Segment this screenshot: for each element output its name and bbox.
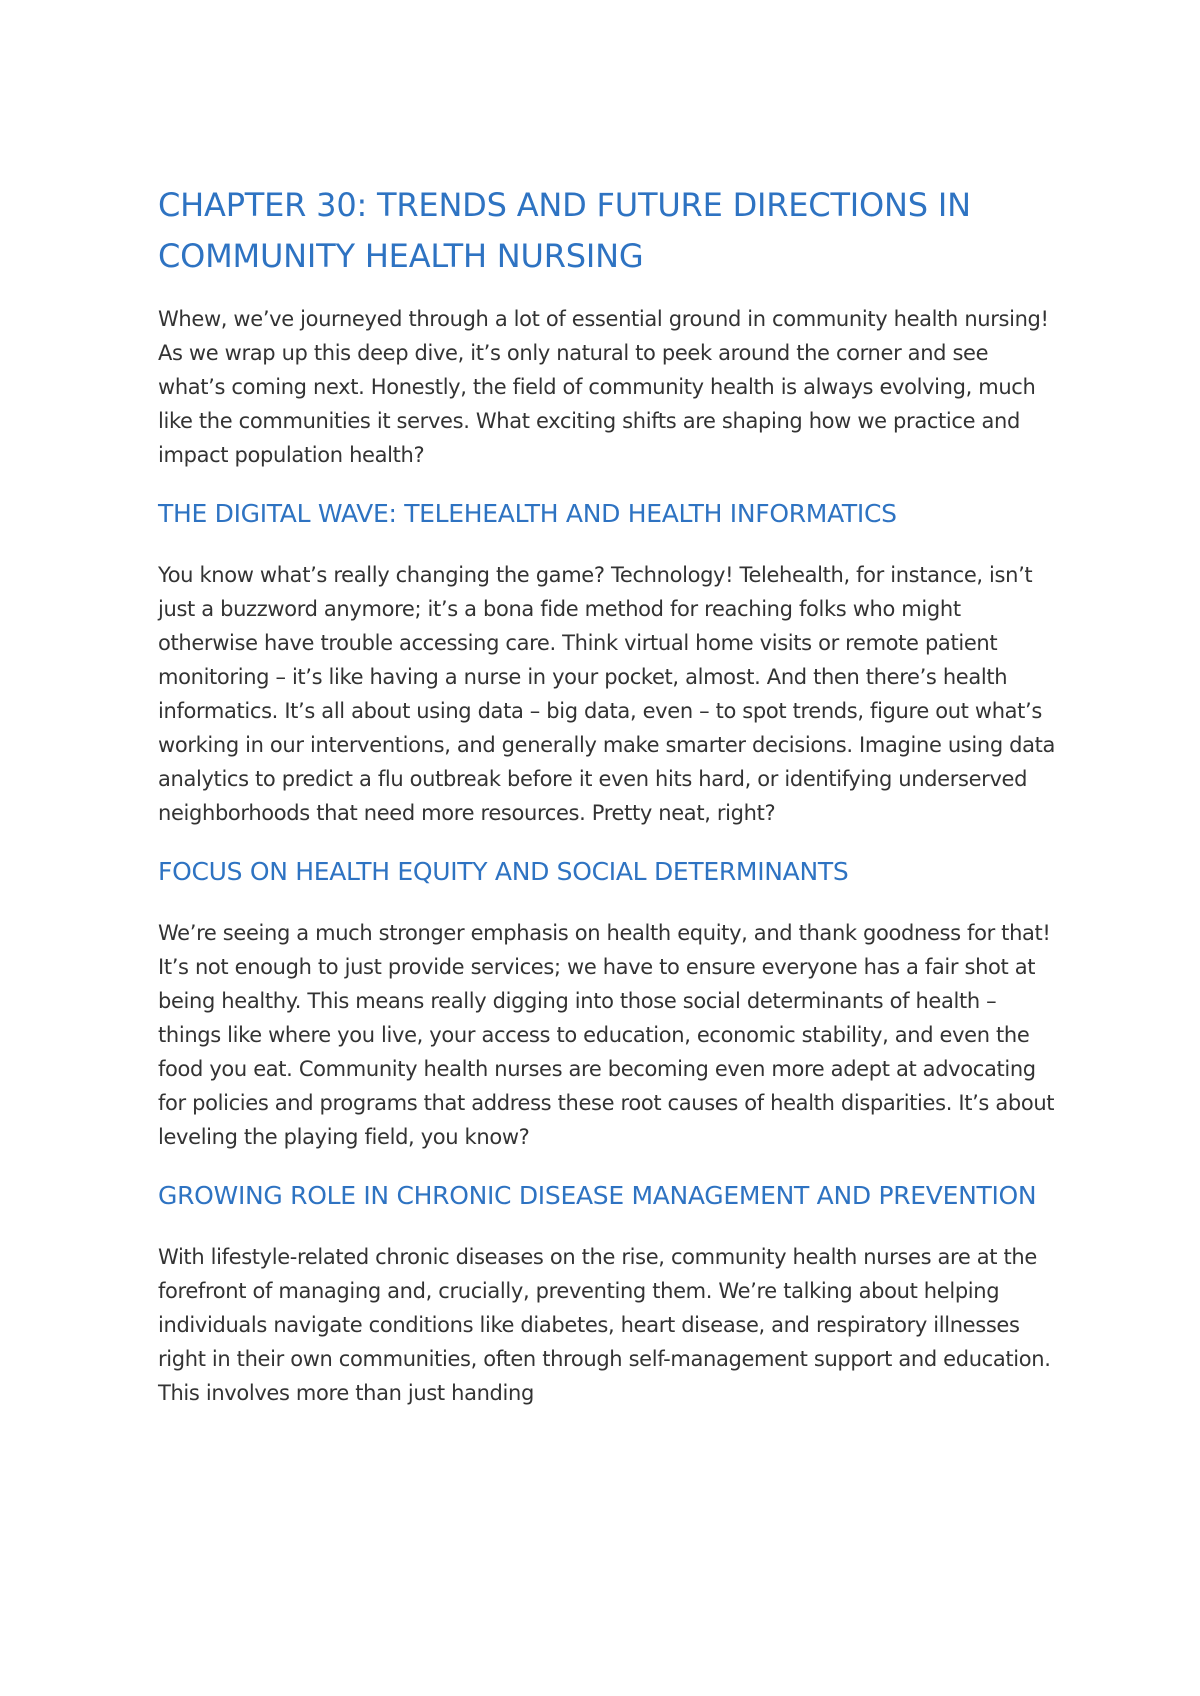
section-body-digital-wave: You know what’s really changing the game? Technology! Telehealth, for instance, isn’t just a buzzword anymore; it’s a bona fide method for reaching folks who might otherwise have trouble accessing care. Think virtual home visits or remote patient monitoring – it’s like having a nurse in your pocket, almost. And then there’s health informatics. It’s all about using data – big data, even – to spot trends, figure out what’s working in our interventions, and generally make smarter decisions. Imagine using data analytics to predict a flu outbreak before it even hits hard, or identifying underserved neighborhoods that need more resources. Pretty neat, right? (158, 563, 1056, 825)
section-body-chronic-disease: With lifestyle-related chronic diseases on the rise, community health nurses are at the forefront of managing and, crucially, preventing them. We’re talking about helping individuals navigate conditions like diabetes, heart disease, and respiratory illnesses right in their own communities, often through self-management support and education. This involves more than just handing (158, 1245, 1051, 1405)
intro-paragraph: Whew, we’ve journeyed through a lot of essential ground in community health nursing! As we wrap up this deep dive, it’s only natural to peek around the corner and see what’s coming next. Honestly, the field of community health is always evolving, much like the communities it serves. What exciting shifts are shaping how we practice and impact population health? (158, 307, 1049, 467)
section-body-health-equity: We’re seeing a much stronger emphasis on health equity, and thank goodness for that! It’s not enough to just provide services; we have to ensure everyone has a fair shot at being healthy. This means really digging into those social determinants of health – things like where you live, your access to education, economic stability, and even the food you eat. Community health nurses are becoming even more adept at advocating for policies and programs that address these root causes of health disparities. It’s about leveling the playing field, you know? (158, 921, 1055, 1149)
section-heading-health-equity: FOCUS ON HEALTH EQUITY AND SOCIAL DETERMINANTS (158, 857, 849, 886)
page-content (158, 180, 1058, 1432)
section-heading-digital-wave: THE DIGITAL WAVE: TELEHEALTH AND HEALTH INFORMATICS (158, 499, 897, 528)
section-heading-chronic-disease: GROWING ROLE IN CHRONIC DISEASE MANAGEMENT AND PREVENTION (158, 1181, 1037, 1210)
chapter-title: CHAPTER 30: TRENDS AND FUTURE DIRECTIONS IN COMMUNITY HEALTH NURSING (158, 186, 971, 275)
